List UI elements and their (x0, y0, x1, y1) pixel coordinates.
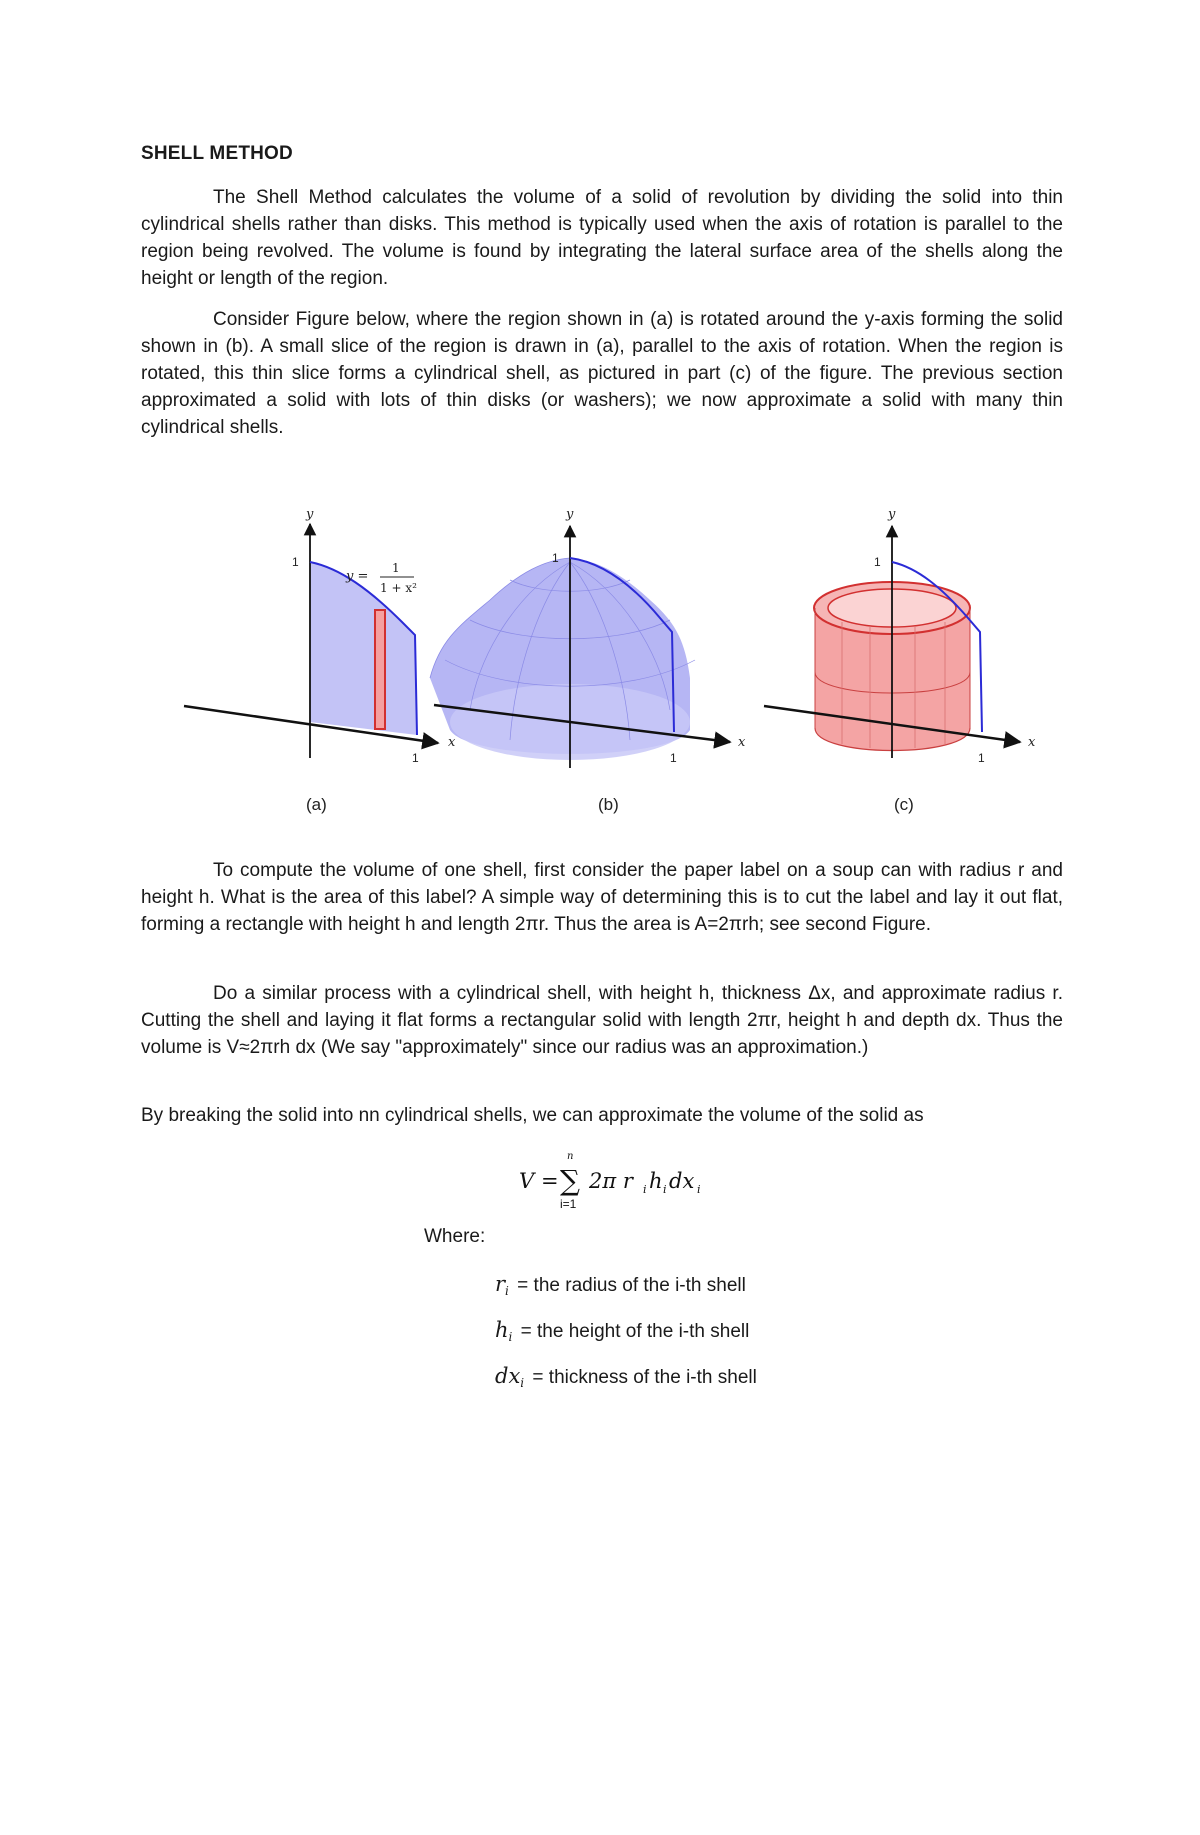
definition-text: = thickness of the i-th shell (527, 1367, 757, 1388)
figure-svg (170, 500, 1050, 830)
caption-a: (a) (306, 795, 327, 814)
paragraph-figure-description: Consider Figure below, where the region shown in (a) is rotated around the y-axis forming the solid shown in (b). A small slice of the region is drawn in (a), parallel to the axis of rotation. When the region is rotated, this thin slice forms a cylindrical shell, as pictured in part (c) of the figure. The previous section approximated a solid with lots of thin disks (or washers); we now approximate a solid with many thin cylindrical shells. (141, 309, 1063, 438)
x-tick-b: 1 (670, 751, 677, 765)
paragraph-intro: The Shell Method calculates the volume of a solid of revolution by dividing the solid into thin cylindrical shells rather than disks. This method is typically used when the axis of rotation is parallel to the region being revolved. The volume is found by integrating the lateral surface area of the shells along the height or length of the region. (141, 187, 1063, 289)
where-label: Where: (424, 1226, 486, 1247)
formula-lhs: V (519, 1169, 535, 1193)
paragraph-approximation: By breaking the solid into nn cylindrical shells, we can approximate the volume of the solid as (141, 1105, 924, 1126)
definition-radius (495, 1272, 746, 1298)
caption-c: (c) (894, 795, 914, 814)
formula-equals: = (541, 1169, 559, 1193)
paragraph-cylindrical-shell: Do a similar process with a cylindrical shell, with height h, thickness Δx, and approximate radius r. Cutting the shell and laying it flat forms a rectangular solid with length 2πr, height h and depth dx. Thus the volume is V≈2πrh dx (We say "approximately" since our radius was an approximation.) (141, 983, 1063, 1058)
slice-rect-a (375, 610, 385, 729)
y-tick-a: 1 (292, 555, 299, 569)
x-label-a: x (448, 735, 456, 750)
definition-symbol: r (495, 1272, 506, 1296)
x-tick-c: 1 (978, 751, 985, 765)
formula-upper: n (567, 1151, 574, 1162)
definition-thickness (495, 1364, 757, 1390)
formula-svg (515, 1150, 735, 1210)
formula-body: 2π r (589, 1169, 633, 1193)
formula-sub-h: i (663, 1183, 667, 1196)
y-label-b: y (566, 507, 574, 522)
definition-text: = the radius of the i-th shell (511, 1275, 746, 1296)
y-label-c: y (888, 507, 896, 522)
definition-subscript: i (505, 1284, 509, 1298)
section-heading: SHELL METHOD (141, 143, 293, 164)
panel-c (764, 507, 1036, 814)
formula-dx: dx (669, 1169, 695, 1193)
definition-text: = the height of the i-th shell (515, 1321, 750, 1342)
y-tick-c: 1 (874, 555, 881, 569)
formula-sub-dx: i (697, 1183, 701, 1196)
caption-b: (b) (598, 795, 619, 814)
formula-sub-r: i (643, 1183, 647, 1196)
definition-subscript: i (508, 1330, 513, 1344)
equation-numerator: 1 (392, 561, 400, 575)
x-label-b: x (738, 735, 746, 750)
paragraph-soup-can: To compute the volume of one shell, first consider the paper label on a soup can with radius r and height h. What is the area of this label? A simple way of determining this is to cut the label and lay it out flat, forming a rectangle with height h and length 2πr. Thus the area is A=2πrh; see second Figure. (141, 860, 1063, 935)
formula-h: h (649, 1169, 663, 1193)
definition-subscript: i (520, 1376, 525, 1390)
panel-a (184, 507, 456, 814)
definition-symbol: dx (495, 1364, 521, 1388)
x-label-c: x (1028, 735, 1036, 750)
definition-height (495, 1318, 749, 1344)
panel-b (430, 507, 746, 814)
formula-lower: i=1 (560, 1197, 577, 1210)
equation-lhs: y = (346, 569, 369, 584)
equation-denominator: 1 + x² (380, 581, 417, 595)
y-label-a: y (306, 507, 314, 522)
x-tick-a: 1 (412, 751, 419, 765)
formula-sigma: ∑ (560, 1164, 580, 1197)
shell-method-figure (170, 500, 1050, 830)
definition-symbol: h (495, 1318, 509, 1342)
volume-formula (515, 1150, 735, 1210)
y-tick-b: 1 (552, 551, 559, 565)
